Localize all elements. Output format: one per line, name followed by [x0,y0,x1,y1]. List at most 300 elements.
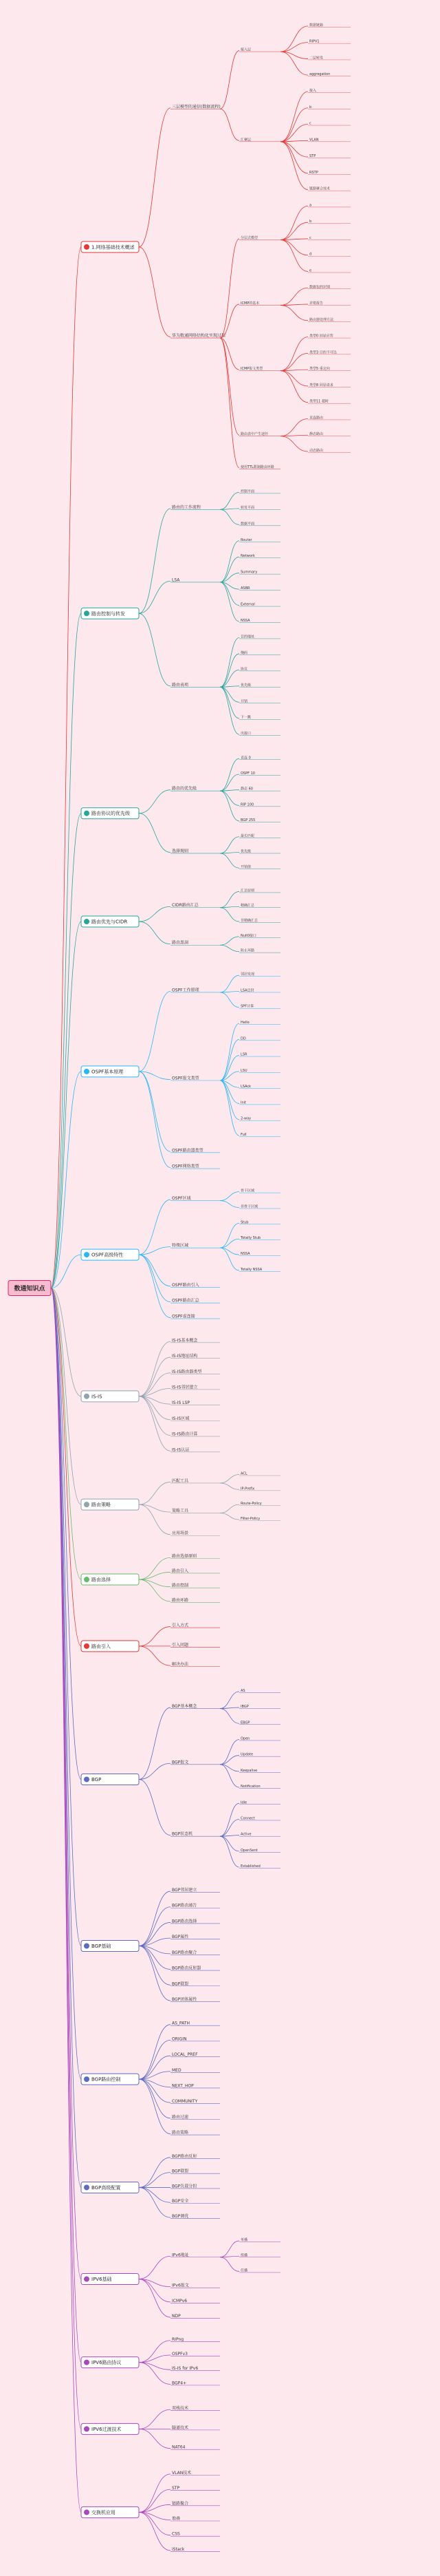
leaf-item: c [309,235,311,240]
connector-line [139,1946,170,2001]
connector-line [139,1396,170,1451]
branch-item: VLAN技术 [172,2470,192,2476]
connector-line [220,1475,239,1483]
connector-line [220,338,239,468]
leaf-item: ASBR [241,586,250,591]
leaf-item: Active [241,1832,252,1837]
connector-line [220,492,239,509]
leaf-item: Null0接口 [241,933,256,938]
branch-item: 策略工具 [172,1509,189,1514]
category-label: OSPF高级特性 [91,1252,124,1258]
connector-line [51,1288,81,2429]
connector-line [220,1239,239,1248]
category-node[interactable] [81,2074,139,2085]
leaf-item: e [309,268,312,273]
leaf-item: 路由表中产生途径 [241,432,269,437]
leaf-item: Hello [241,1021,250,1025]
leaf-item: 汇总原则 [241,888,255,893]
branch-item: 双栈技术 [172,2406,189,2412]
branch-item: 路由引入 [172,1568,189,1574]
connector-line [220,774,239,791]
branch-item: 堆叠 [172,2516,181,2522]
leaf-item: 防止环路 [241,948,255,953]
branch-item: IS-IS路由器类型 [172,1369,202,1374]
connector-line [220,1709,239,1724]
connector-line [139,790,170,813]
connector-line [280,142,308,157]
leaf-item: NSSA [241,619,250,624]
leaf-item: 开销 [241,699,248,704]
connector-line [51,613,81,1288]
leaf-item: RIP 100 [241,802,254,807]
branch-item: IS-IS地址结构 [172,1354,198,1359]
connector-line [139,2512,170,2551]
category-label: 1.网络基础技术概述 [91,244,135,251]
leaf-item: 精确汇总 [241,904,255,908]
connector-line [280,92,308,142]
branch-item: 路由选择原则 [172,1554,197,1560]
network-icon [84,2076,89,2082]
shield-icon [84,2277,89,2282]
branch-item: 路由的优先级 [172,786,197,791]
document-icon [84,1394,89,1399]
category-node[interactable] [81,916,139,927]
branch-item: 应用场景 [172,1531,189,1536]
leaf-item: b [309,220,312,224]
branch-item: IS-IS路由计算 [172,1431,198,1437]
connector-line [139,2079,170,2118]
branch-item: IS-IS for IPv6 [172,2366,199,2372]
leaf-item: 控制平面 [241,489,255,494]
branch-item: BGP4+ [172,2381,187,2386]
category-label: BGP路由控制 [91,2076,121,2083]
connector-line [139,1255,170,1286]
leaf-item: a [309,203,312,208]
shield-icon [84,2426,89,2431]
connector-line [139,1627,170,1646]
connector-line [139,1072,170,1168]
branch-item: OSPF路由汇总 [172,1298,199,1303]
connector-line [220,541,239,582]
connector-line [220,937,239,945]
leaf-item: 动态路由 [309,449,324,454]
connector-line [220,338,239,435]
connector-line [51,813,81,1288]
network-icon [84,1944,89,1949]
connector-line [139,1907,170,1946]
leaf-item: RSTP [309,170,318,175]
leaf-item: VLAN [309,138,319,142]
leaf-item: 接入 [309,88,317,93]
leaf-item: Router [241,537,252,542]
leaf-item: 类型8 回显请求 [309,383,333,387]
leaf-item: Keepalive [241,1768,258,1773]
leaf-item: IP-Prefix [241,1487,255,1491]
category-node[interactable] [81,1774,139,1785]
connector-line [280,371,308,403]
branch-item: BGP安全 [172,2199,189,2204]
globe-icon [84,919,89,924]
branch-item: 路由黑洞 [172,940,189,946]
connector-line [220,1756,239,1765]
leaf-item: ACL [241,1471,248,1476]
connector-line [139,2158,170,2188]
connector-line [280,26,308,52]
connector-line [220,1192,239,1201]
leaf-item: LSR [241,1052,248,1057]
branch-item: CIDR路由汇总 [172,903,199,908]
connector-line [220,1692,239,1709]
leaf-item: Network [241,554,255,559]
leaf-item: 邻居发现 [241,972,255,977]
leaf-item: 差错报告 [309,301,324,306]
branch-item: 链路聚合 [172,2501,189,2506]
leaf-item: IBGP [241,1705,249,1710]
leaf-item: 骨干区域 [241,1189,255,1193]
connector-line [220,1201,239,1208]
leaf-item: OpenSent [241,1848,258,1853]
leaf-item: 类型5 重定向 [309,367,330,372]
branch-item: IS-IS LSP [172,1401,190,1406]
connector-line [139,2173,170,2188]
branch-item: STP [172,2486,180,2491]
connector-line [220,1081,239,1120]
leaf-item: Notification [241,1785,261,1789]
category-node[interactable] [81,1574,139,1585]
branch-item: BGP联盟 [172,1981,189,1987]
branch-item: 匹配工具 [172,1478,189,1484]
connector-line [139,2079,170,2133]
connector-line [139,1557,170,1579]
leaf-item: 二层转发 [309,56,324,61]
connector-line [139,2025,170,2079]
connector-line [139,2187,170,2217]
category-node[interactable] [81,2357,139,2368]
branch-item: 路由环路 [172,1597,189,1603]
connector-line [280,418,308,436]
connector-line [280,239,308,271]
category-node[interactable] [81,1391,139,1402]
connector-line [139,1200,170,1255]
category-node[interactable] [81,1499,139,1510]
category-node[interactable] [81,808,139,819]
leaf-item: 数据包的识别 [309,285,331,290]
connector-line [139,1891,170,1946]
branch-item: 选择规则 [172,849,189,854]
connector-line [139,2363,170,2370]
network-icon [84,1069,89,1074]
category-label: BGP [91,1776,102,1782]
leaf-item: 协议 [241,667,248,672]
leaf-item: Open [241,1736,250,1741]
category-label: 路由选择 [91,1577,111,1583]
branch-item: 引入问题 [172,1642,189,1648]
connector-line [220,853,239,868]
leaf-item: 接入层 [241,47,252,52]
branch-item: IS-IS区域 [172,1416,190,1421]
connector-line [139,1396,170,1436]
leaf-item: 类型3 目的不可达 [309,350,337,355]
leaf-item: 非精确汇总 [241,919,258,924]
leaf-item: Filter-Policy [241,1516,261,1521]
branch-item: IS-IS邻居建立 [172,1385,198,1390]
branch-item: LOCAL_PREF [172,2052,198,2058]
connector-line [139,2256,170,2279]
leaf-item: EBGP [241,1721,250,1725]
connector-line [139,2429,170,2448]
connector-line [220,1513,239,1520]
connector-line [220,1739,239,1764]
branch-item: 三层模型的通信(数据流程) [172,104,221,109]
leaf-item: Stub [241,1220,249,1225]
shield-icon [84,2509,89,2515]
connector-line [220,1039,239,1081]
connector-line [280,353,308,370]
connector-line [280,222,308,239]
connector-line [220,945,239,951]
category-node[interactable] [81,1249,139,1260]
connector-line [280,142,308,190]
leaf-item: RIPV1 [309,39,320,44]
connector-line [139,1072,170,1151]
connector-line [280,288,308,305]
connector-line [220,1836,239,1851]
leaf-item: LSU [241,1068,248,1073]
category-node[interactable] [81,242,139,253]
leaf-item: Totally Stub [241,1236,261,1241]
leaf-item: 2-way [241,1116,252,1121]
leaf-item: 最长匹配 [241,833,255,838]
connector-line [139,1579,170,1601]
leaf-item: 使用TTL限制路由环路 [241,465,274,469]
leaf-item: 汇聚层 [241,138,252,142]
category-node[interactable] [81,2506,139,2518]
branch-item: OSPF工作原理 [172,988,199,993]
leaf-item: BGP 255 [241,818,256,823]
category-label: IS-IS [91,1394,102,1400]
branch-item: IPv6地址 [172,2253,189,2258]
connector-line [220,1081,239,1136]
connector-line [139,2355,170,2363]
connector-line [220,2241,239,2257]
connector-line [220,992,239,1008]
branch-item: OSPF网络类型 [172,1164,199,1169]
branch-item: BGP邻居建立 [172,1888,197,1893]
branch-item: MED [172,2067,182,2073]
leaf-item: b [309,105,312,109]
root-node-label: 数通知识点 [14,1286,45,1292]
category-label: 路由控制与转发 [91,610,125,617]
leaf-item: aggregation [309,72,331,77]
category-node[interactable] [81,2423,139,2434]
category-label: 路由引入 [91,1643,111,1650]
branch-item: BGP团体属性 [172,1997,197,2002]
leaf-item: 静态 60 [241,787,253,791]
leaf-item: 优先级 [241,683,252,688]
globe-icon [84,610,89,616]
connector-line [139,813,170,853]
branch-item: 引入方式 [172,1623,189,1628]
connector-line [220,1223,239,1248]
category-label: IPV6基础 [91,2277,112,2283]
connector-line [220,109,239,140]
document-icon [84,1502,89,1507]
leaf-item: 任播 [241,2268,248,2273]
leaf-item: 优先级 [241,849,252,854]
category-label: 路由优先与CIDR [91,919,128,925]
leaf-item: 掩码 [241,650,248,655]
connector-line [220,1483,239,1489]
category-node[interactable] [81,2274,139,2285]
connector-line [139,1779,170,1835]
leaf-item: 数据平面 [241,522,255,526]
branch-item: 路由过滤 [172,2114,189,2120]
leaf-item: 链路聚合技术 [309,187,331,191]
circle-icon [84,244,89,250]
connector-line [139,1646,170,1665]
connector-line [220,670,239,687]
connector-line [139,581,170,613]
connector-line [139,613,170,686]
branch-item: iStack [172,2546,185,2552]
category-label: 路由协议的优先级 [91,811,130,817]
connector-line [220,582,239,621]
connector-line [139,2040,170,2079]
connector-line [139,2363,170,2385]
connector-line [139,1247,170,1255]
branch-item: 华为数通网络结构化实现过程 [172,333,226,339]
branch-item: LSA [172,577,180,583]
branch-item: 解决办法 [172,1662,189,1668]
connector-line [220,1819,239,1836]
category-node[interactable] [81,1641,139,1652]
branch-item: NAT64 [172,2445,186,2450]
branch-item: BGP路由反射器 [172,1966,201,1971]
connector-line [220,1836,239,1867]
connector-line [220,791,239,821]
leaf-item: 下一跳 [241,715,252,720]
branch-item: CSS [172,2531,180,2537]
leaf-item: Idle [241,1800,248,1805]
leaf-item: 类型0 回显应答 [309,334,333,339]
branch-item: OSPF路由引入 [172,1282,199,1288]
connector-line [220,51,239,109]
branch-item: NEXT_HOP [172,2083,194,2089]
branch-item: BGP路由选择 [172,1919,197,1924]
leaf-item: LSAck [241,1085,252,1089]
category-label: BGP高级配置 [91,2184,121,2191]
leaf-item: SPF计算 [241,1004,254,1009]
globe-icon [84,811,89,816]
connector-line [220,2257,239,2272]
leaf-item: c [309,121,311,126]
category-label: IPV6路由协议 [91,2360,122,2366]
connector-line [51,247,81,1288]
category-label: OSPF基本原理 [91,1069,124,1075]
branch-item: 路由策略 [172,2130,189,2136]
connector-line [220,908,239,922]
connector-line [280,43,308,52]
network-icon [84,1252,89,1257]
category-node[interactable] [81,608,139,619]
category-node-box [81,1774,139,1785]
flag-icon [84,1577,89,1582]
network-icon [84,1776,89,1782]
leaf-item: 路由器处理方法 [309,317,334,322]
branch-item: IS-IS认证 [172,1447,190,1453]
branch-item: BGP联盟 [172,2169,189,2174]
leaf-item: 静态路由 [309,432,324,437]
connector-line [280,371,308,386]
branch-item: 路由控制 [172,1583,189,1588]
leaf-item: ICMP的基本 [241,301,260,306]
leaf-item: 单播 [241,2238,248,2243]
leaf-item: 数据链路 [309,23,324,28]
branch-item: OSPF虚连接 [172,1314,195,1319]
branch-item: RIPng [172,2337,184,2342]
leaf-item: 直连 0 [241,756,251,760]
leaf-item: Route-Policy [241,1502,262,1507]
connector-line [139,1572,170,1579]
connector-line [139,2341,170,2363]
leaf-item: 分层式模型 [241,235,258,240]
leaf-item: AS [241,1688,245,1693]
connector-line [139,2409,170,2429]
branch-item: OSPF报文类型 [172,1076,199,1081]
category-label: 路由策略 [91,1502,111,1508]
leaf-item: 组播 [241,2253,248,2258]
connector-line [139,1504,170,1535]
connector-line [139,2279,170,2318]
branch-item: BGP基本概念 [172,1704,197,1710]
leaf-item: LSA泛洪 [241,988,254,993]
connector-line [139,1579,170,1587]
connector-line [139,108,170,247]
leaf-item: Summary [241,570,258,575]
leaf-item: 出接口 [241,732,252,736]
connector-line [51,1288,81,2080]
leaf-item: ICMP报文类型 [241,367,263,372]
branch-item: 路由的工作流程 [172,504,201,510]
branch-item: IPv6报文 [172,2283,189,2288]
root-node[interactable] [8,1281,51,1296]
connector-line [280,142,308,173]
connector-line [51,922,81,1288]
connector-line [51,1288,81,2363]
leaf-item: 直连路由 [309,416,324,421]
branch-item: ORIGIN [172,2036,187,2042]
leaf-item: 类型11 超时 [309,399,329,404]
branch-item: NDP [172,2314,181,2319]
connector-line [139,247,170,337]
connector-line [220,791,239,805]
branch-item: 隧道技术 [172,2425,189,2431]
leaf-item: STP [309,154,316,159]
connector-line [139,1707,170,1779]
connector-line [139,922,170,944]
connector-line [139,1482,170,1504]
branch-item: BGP状态机 [172,1831,193,1837]
category-node[interactable] [81,1066,139,1077]
connector-line [280,306,308,321]
connector-line [220,1504,239,1513]
category-node[interactable] [81,1941,139,1952]
branch-item: OSPFv3 [172,2351,188,2356]
connector-line [220,687,239,702]
category-node[interactable] [81,2182,139,2193]
connector-line [220,837,239,853]
branch-item: BGP负载分担 [172,2184,197,2189]
